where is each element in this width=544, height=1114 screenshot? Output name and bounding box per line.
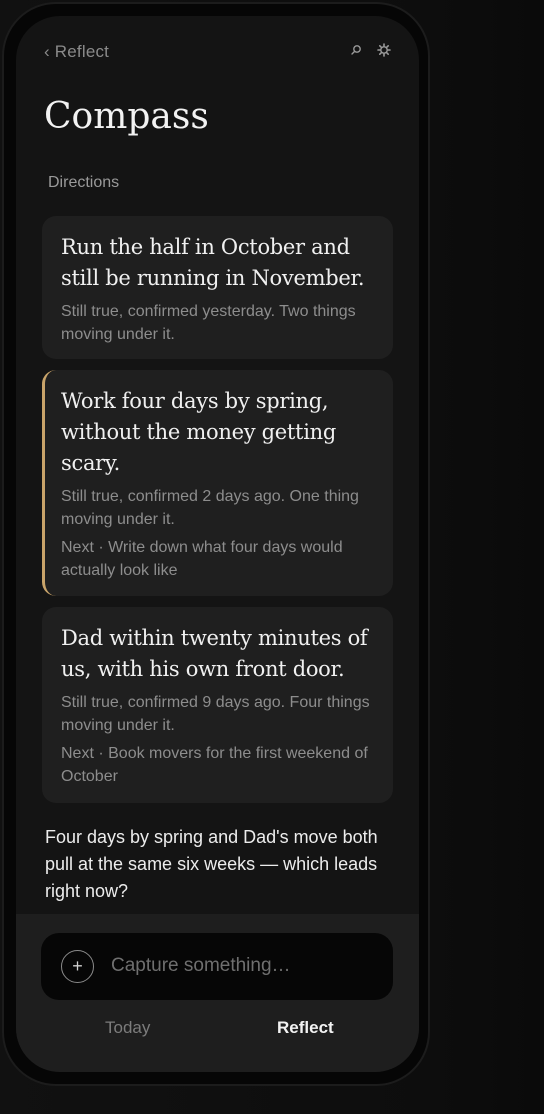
tab-reflect[interactable]: Reflect: [277, 1018, 334, 1037]
bottom-panel: [16, 914, 419, 1072]
direction-status: Still true, confirmed yesterday. Two things moving under it.: [61, 303, 356, 343]
tab-bar: [16, 1018, 419, 1048]
capture-input[interactable]: [111, 953, 371, 979]
page-title: Compass: [44, 96, 209, 137]
direction-title: Dad within twenty minutes of us, with his own front door.: [61, 626, 368, 681]
app-screen: [16, 16, 419, 1072]
direction-status: Still true, confirmed 9 days ago. Four things moving under it.: [61, 694, 370, 734]
direction-title: Run the half in October and still be running in November.: [61, 235, 365, 290]
direction-next-step: Next · Write down what four days would actually look like: [61, 539, 343, 579]
direction-card-work[interactable]: [42, 370, 393, 596]
plus-icon: +: [72, 956, 83, 976]
section-label: Directions: [48, 174, 120, 191]
direction-status: Still true, confirmed 2 days ago. One thing moving under it.: [61, 488, 359, 528]
direction-next-step: Next · Book movers for the first weekend of October: [61, 745, 368, 785]
direction-title: Work four days by spring, without the money getting scary.: [61, 389, 336, 475]
gear-icon[interactable]: [377, 43, 391, 57]
top-bar: [16, 16, 419, 90]
search-icon[interactable]: [349, 43, 363, 57]
add-button[interactable]: [61, 950, 94, 983]
direction-card-run[interactable]: [42, 216, 393, 359]
back-button[interactable]: ‹ Reflect: [44, 42, 110, 61]
capture-bar[interactable]: [41, 933, 393, 1000]
tab-today[interactable]: Today: [105, 1018, 151, 1037]
reflection-prompt: Four days by spring and Dad's move both pull at the same six weeks — which leads right now?: [45, 827, 378, 901]
direction-card-dad[interactable]: [42, 607, 393, 803]
top-icons: [349, 43, 391, 57]
